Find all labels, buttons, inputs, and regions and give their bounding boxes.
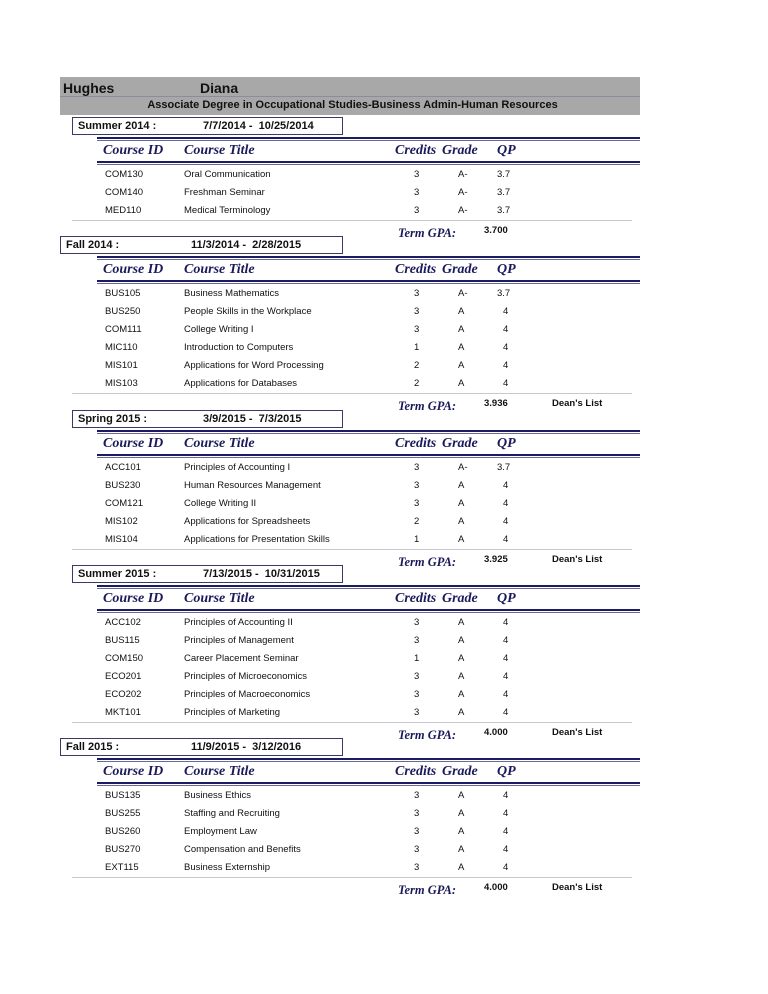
course-id: BUS270 bbox=[105, 844, 141, 855]
course-qp: 4 bbox=[503, 653, 509, 664]
course-id: ACC102 bbox=[105, 617, 141, 628]
table-top-rule-thin bbox=[97, 140, 640, 141]
course-id: COM111 bbox=[105, 324, 142, 335]
course-grade: A bbox=[458, 360, 465, 371]
course-id: BUS115 bbox=[105, 635, 140, 646]
table-bottom-rule bbox=[72, 722, 632, 723]
term-gpa-value: 4.000 bbox=[484, 727, 508, 738]
course-id: MIS103 bbox=[105, 378, 138, 389]
col-header-qp: QP bbox=[497, 262, 516, 277]
table-top-rule-thin bbox=[97, 259, 640, 260]
col-header-qp: QP bbox=[497, 436, 516, 451]
course-qp: 4 bbox=[503, 498, 509, 509]
course-title: Medical Terminology bbox=[184, 205, 271, 216]
term-dates: 3/9/2015 - 7/3/2015 bbox=[203, 413, 302, 425]
course-qp: 4 bbox=[503, 808, 509, 819]
term-gpa-label: Term GPA: bbox=[398, 555, 456, 569]
course-title: Business Mathematics bbox=[184, 288, 280, 299]
course-credits: 3 bbox=[414, 707, 420, 718]
course-qp: 4 bbox=[503, 826, 509, 837]
course-credits: 3 bbox=[414, 844, 420, 855]
course-credits: 3 bbox=[414, 689, 420, 700]
course-credits: 3 bbox=[414, 324, 420, 335]
col-header-course-title: Course Title bbox=[184, 143, 255, 158]
course-credits: 3 bbox=[414, 169, 420, 180]
table-top-rule bbox=[97, 430, 640, 432]
course-id: ECO201 bbox=[105, 671, 142, 682]
course-title: College Writing I bbox=[184, 324, 254, 335]
table-header-rule-thin bbox=[97, 457, 640, 458]
col-header-credits: Credits bbox=[395, 764, 437, 779]
course-grade: A- bbox=[458, 187, 468, 198]
course-id: BUS255 bbox=[105, 808, 141, 819]
course-grade: A- bbox=[458, 288, 468, 299]
term-name: Spring 2015 : bbox=[78, 413, 148, 425]
course-id: COM140 bbox=[105, 187, 144, 198]
course-qp: 4 bbox=[503, 844, 509, 855]
term-dates: 11/9/2015 - 3/12/2016 bbox=[191, 741, 302, 753]
col-header-course-id: Course ID bbox=[103, 262, 164, 277]
course-id: EXT115 bbox=[105, 862, 139, 873]
col-header-course-title: Course Title bbox=[184, 262, 255, 277]
course-title: Freshman Seminar bbox=[184, 187, 265, 198]
course-credits: 3 bbox=[414, 498, 420, 509]
course-grade: A- bbox=[458, 462, 468, 473]
course-title: Staffing and Recruiting bbox=[184, 808, 280, 819]
course-id: COM130 bbox=[105, 169, 144, 180]
col-header-qp: QP bbox=[497, 591, 516, 606]
course-credits: 3 bbox=[414, 306, 420, 317]
table-top-rule-thin bbox=[97, 761, 640, 762]
course-title: Career Placement Seminar bbox=[184, 653, 299, 664]
term-gpa-label: Term GPA: bbox=[398, 399, 456, 413]
course-id: MIS102 bbox=[105, 516, 138, 527]
course-credits: 3 bbox=[414, 187, 420, 198]
table-bottom-rule bbox=[72, 877, 632, 878]
course-title: Principles of Marketing bbox=[184, 707, 281, 718]
table-header-rule-thin bbox=[97, 785, 640, 786]
course-title: Business Externship bbox=[184, 862, 271, 873]
course-grade: A bbox=[458, 790, 465, 801]
student-last-name: Hughes bbox=[63, 80, 115, 96]
course-id: BUS105 bbox=[105, 288, 141, 299]
course-id: MIS101 bbox=[105, 360, 138, 371]
table-header-rule bbox=[97, 161, 640, 163]
course-credits: 1 bbox=[414, 342, 420, 353]
course-title: Principles of Management bbox=[184, 635, 294, 646]
course-grade: A bbox=[458, 516, 465, 527]
honor-badge: Dean's List bbox=[552, 554, 603, 565]
term-header-box bbox=[72, 410, 343, 428]
course-title: People Skills in the Workplace bbox=[184, 306, 312, 317]
course-credits: 3 bbox=[414, 635, 420, 646]
course-grade: A bbox=[458, 378, 465, 389]
course-grade: A- bbox=[458, 205, 468, 216]
course-qp: 4 bbox=[503, 689, 509, 700]
course-credits: 1 bbox=[414, 534, 420, 545]
course-grade: A bbox=[458, 862, 465, 873]
course-credits: 2 bbox=[414, 378, 420, 389]
course-credits: 3 bbox=[414, 790, 420, 801]
term-dates: 7/13/2015 - 10/31/2015 bbox=[203, 568, 320, 580]
col-header-grade: Grade bbox=[442, 764, 478, 779]
course-id: COM121 bbox=[105, 498, 144, 509]
course-title: Human Resources Management bbox=[184, 480, 321, 491]
course-title: Business Ethics bbox=[184, 790, 252, 801]
header-divider bbox=[60, 96, 640, 97]
course-credits: 3 bbox=[414, 462, 420, 473]
col-header-credits: Credits bbox=[395, 436, 437, 451]
table-header-rule bbox=[97, 454, 640, 456]
course-credits: 2 bbox=[414, 516, 420, 527]
course-qp: 4 bbox=[503, 378, 509, 389]
col-header-course-title: Course Title bbox=[184, 436, 255, 451]
course-grade: A bbox=[458, 498, 465, 509]
table-header-rule-thin bbox=[97, 612, 640, 613]
term-header-box bbox=[72, 117, 343, 135]
term-gpa-value: 3.925 bbox=[484, 554, 508, 565]
course-id: MIS104 bbox=[105, 534, 138, 545]
course-credits: 3 bbox=[414, 205, 420, 216]
course-title: Introduction to Computers bbox=[184, 342, 294, 353]
col-header-qp: QP bbox=[497, 764, 516, 779]
course-grade: A bbox=[458, 342, 465, 353]
course-grade: A bbox=[458, 707, 465, 718]
course-title: Principles of Accounting II bbox=[184, 617, 293, 628]
course-grade: A bbox=[458, 324, 465, 335]
table-top-rule bbox=[97, 137, 640, 139]
honor-badge: Dean's List bbox=[552, 727, 603, 738]
course-title: Principles of Macroeconomics bbox=[184, 689, 311, 700]
course-id: MKT101 bbox=[105, 707, 141, 718]
course-qp: 3.7 bbox=[497, 462, 511, 473]
course-id: ACC101 bbox=[105, 462, 141, 473]
col-header-course-id: Course ID bbox=[103, 764, 164, 779]
course-title: Compensation and Benefits bbox=[184, 844, 301, 855]
course-credits: 3 bbox=[414, 862, 420, 873]
table-bottom-rule bbox=[72, 549, 632, 550]
course-credits: 3 bbox=[414, 826, 420, 837]
course-credits: 3 bbox=[414, 288, 420, 299]
course-title: College Writing II bbox=[184, 498, 257, 509]
course-id: COM150 bbox=[105, 653, 144, 664]
course-grade: A bbox=[458, 844, 465, 855]
term-dates: 11/3/2014 - 2/28/2015 bbox=[191, 239, 302, 251]
course-credits: 3 bbox=[414, 808, 420, 819]
course-grade: A- bbox=[458, 169, 468, 180]
term-header-box bbox=[60, 236, 343, 254]
course-id: ECO202 bbox=[105, 689, 142, 700]
course-id: MED110 bbox=[105, 205, 142, 216]
course-title: Oral Communication bbox=[184, 169, 271, 180]
course-qp: 4 bbox=[503, 635, 509, 646]
course-title: Applications for Spreadsheets bbox=[184, 516, 311, 527]
term-dates: 7/7/2014 - 10/25/2014 bbox=[203, 120, 314, 132]
course-qp: 4 bbox=[503, 516, 509, 527]
course-grade: A bbox=[458, 689, 465, 700]
table-header-rule-thin bbox=[97, 164, 640, 165]
term-gpa-label: Term GPA: bbox=[398, 728, 456, 742]
course-grade: A bbox=[458, 808, 465, 819]
term-header-box bbox=[60, 738, 343, 756]
term-gpa-value: 4.000 bbox=[484, 882, 508, 893]
course-grade: A bbox=[458, 826, 465, 837]
course-grade: A bbox=[458, 635, 465, 646]
term-gpa-value: 3.700 bbox=[484, 225, 508, 236]
course-qp: 4 bbox=[503, 480, 509, 491]
course-qp: 3.7 bbox=[497, 288, 511, 299]
course-title: Applications for Presentation Skills bbox=[184, 534, 330, 545]
table-top-rule bbox=[97, 256, 640, 258]
course-title: Applications for Databases bbox=[184, 378, 298, 389]
course-qp: 4 bbox=[503, 324, 509, 335]
table-header-rule bbox=[97, 280, 640, 282]
course-qp: 3.7 bbox=[497, 205, 511, 216]
table-top-rule bbox=[97, 585, 640, 587]
course-title: Applications for Word Processing bbox=[184, 360, 324, 371]
course-id: BUS230 bbox=[105, 480, 141, 491]
term-name: Fall 2015 : bbox=[66, 741, 120, 753]
student-first-name: Diana bbox=[200, 80, 239, 96]
table-header-rule bbox=[97, 609, 640, 611]
term-header-box bbox=[72, 565, 343, 583]
table-header-rule bbox=[97, 782, 640, 784]
course-grade: A bbox=[458, 671, 465, 682]
col-header-grade: Grade bbox=[442, 262, 478, 277]
course-id: MIC110 bbox=[105, 342, 138, 353]
term-gpa-label: Term GPA: bbox=[398, 883, 456, 897]
col-header-course-id: Course ID bbox=[103, 591, 164, 606]
course-grade: A bbox=[458, 653, 465, 664]
col-header-credits: Credits bbox=[395, 591, 437, 606]
honor-badge: Dean's List bbox=[552, 882, 603, 893]
course-qp: 4 bbox=[503, 862, 509, 873]
course-id: BUS135 bbox=[105, 790, 141, 801]
honor-badge: Dean's List bbox=[552, 398, 603, 409]
course-qp: 4 bbox=[503, 707, 509, 718]
course-qp: 4 bbox=[503, 342, 509, 353]
col-header-grade: Grade bbox=[442, 591, 478, 606]
course-grade: A bbox=[458, 306, 465, 317]
course-qp: 4 bbox=[503, 617, 509, 628]
course-grade: A bbox=[458, 480, 465, 491]
course-credits: 3 bbox=[414, 480, 420, 491]
col-header-grade: Grade bbox=[442, 436, 478, 451]
course-credits: 2 bbox=[414, 360, 420, 371]
col-header-course-title: Course Title bbox=[184, 591, 255, 606]
table-bottom-rule bbox=[72, 393, 632, 394]
course-credits: 3 bbox=[414, 617, 420, 628]
col-header-grade: Grade bbox=[442, 143, 478, 158]
col-header-course-id: Course ID bbox=[103, 143, 164, 158]
course-qp: 3.7 bbox=[497, 187, 511, 198]
term-gpa-value: 3.936 bbox=[484, 398, 508, 409]
course-title: Principles of Microeconomics bbox=[184, 671, 308, 682]
table-top-rule bbox=[97, 758, 640, 760]
course-title: Principles of Accounting I bbox=[184, 462, 291, 473]
course-credits: 3 bbox=[414, 671, 420, 682]
course-qp: 4 bbox=[503, 671, 509, 682]
course-id: BUS250 bbox=[105, 306, 141, 317]
table-top-rule-thin bbox=[97, 433, 640, 434]
term-name: Summer 2014 : bbox=[78, 120, 157, 132]
col-header-credits: Credits bbox=[395, 262, 437, 277]
table-top-rule-thin bbox=[97, 588, 640, 589]
term-gpa-label: Term GPA: bbox=[398, 226, 456, 240]
col-header-credits: Credits bbox=[395, 143, 437, 158]
course-title: Employment Law bbox=[184, 826, 257, 837]
course-qp: 4 bbox=[503, 360, 509, 371]
course-grade: A bbox=[458, 534, 465, 545]
term-name: Fall 2014 : bbox=[66, 239, 120, 251]
col-header-course-title: Course Title bbox=[184, 764, 255, 779]
course-qp: 3.7 bbox=[497, 169, 511, 180]
course-credits: 1 bbox=[414, 653, 420, 664]
course-qp: 4 bbox=[503, 790, 509, 801]
col-header-qp: QP bbox=[497, 143, 516, 158]
degree-program: Associate Degree in Occupational Studies-Business Admin-Human Resources bbox=[147, 99, 558, 111]
course-grade: A bbox=[458, 617, 465, 628]
course-id: BUS260 bbox=[105, 826, 141, 837]
table-bottom-rule bbox=[72, 220, 632, 221]
course-qp: 4 bbox=[503, 306, 509, 317]
col-header-course-id: Course ID bbox=[103, 436, 164, 451]
term-name: Summer 2015 : bbox=[78, 568, 157, 580]
table-header-rule-thin bbox=[97, 283, 640, 284]
course-qp: 4 bbox=[503, 534, 509, 545]
